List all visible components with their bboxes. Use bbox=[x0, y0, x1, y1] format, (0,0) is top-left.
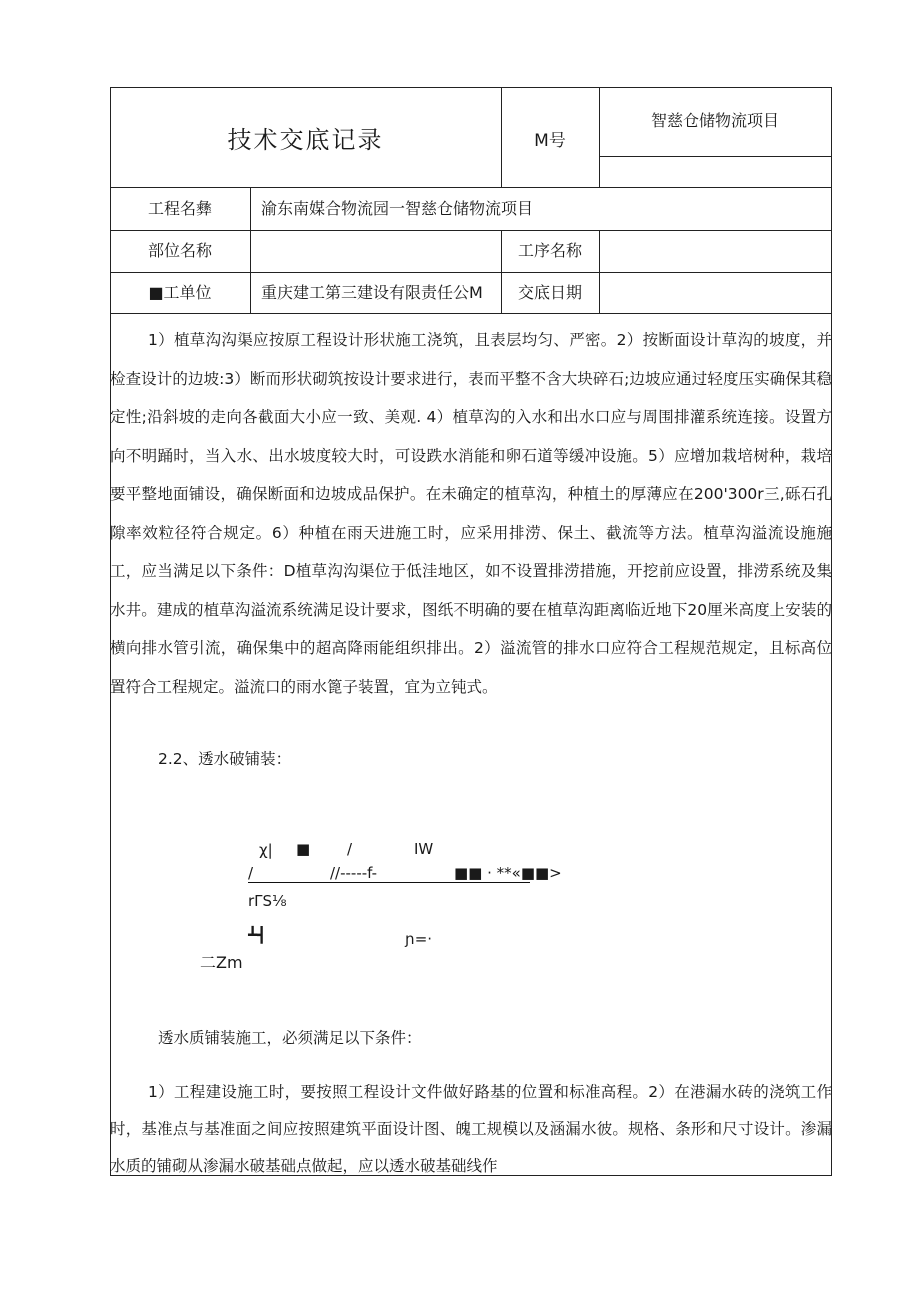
process-divider-right bbox=[599, 230, 600, 314]
number-label: M号 bbox=[534, 131, 566, 151]
sketch-label-1: χ| bbox=[259, 841, 273, 859]
frame-top bbox=[110, 87, 832, 88]
sketch-label-2: ■ bbox=[296, 840, 311, 858]
sketch-label-11: 二Zm bbox=[200, 953, 243, 972]
label-divider bbox=[250, 187, 251, 314]
condition-intro: 透水质铺装施工，必须满足以下条件： bbox=[158, 1029, 422, 1047]
document-title: 技术交底记录 bbox=[227, 126, 384, 154]
unit-value: 重庆建工第三建设有限责任公M bbox=[261, 283, 483, 302]
header-inner-line bbox=[599, 156, 831, 157]
sketch-label-6: //-----f- bbox=[330, 864, 378, 882]
section-heading: 2.2、透水破铺装： bbox=[158, 750, 292, 768]
process-label: 工序名称 bbox=[517, 241, 582, 260]
content-paragraph-2 bbox=[110, 1074, 832, 1185]
sketch-baseline bbox=[248, 882, 530, 883]
sketch-label-5: / bbox=[248, 864, 254, 882]
paragraph-text-2: 1）工程建设施工时，要按照工程设计文件做好路基的位置和标准高程。2）在港漏水砖的浇筑工作时，基准点与基准面之间应按照建筑平面设计图、魄工规模以及涵漏水彼。规格、条形和尺寸设计。渗漏水质的铺砌从渗漏水破基础点做起，应以透水破基础线作 bbox=[110, 1083, 832, 1175]
project-short-name: 智慈仓储物流项目 bbox=[650, 111, 779, 130]
row-line-3 bbox=[110, 272, 832, 273]
row-line-1 bbox=[110, 187, 832, 188]
sketch-label-10: ɲ=· bbox=[405, 930, 433, 948]
date-label: 交底日期 bbox=[517, 283, 582, 302]
unit-label: ■工单位 bbox=[148, 283, 212, 302]
row-line-4 bbox=[110, 313, 832, 314]
sketch-label-4: IW bbox=[414, 840, 434, 858]
part-label: 部位名称 bbox=[147, 241, 212, 260]
sketch-label-8: rΓS⅛ bbox=[248, 892, 287, 910]
header-divider-2 bbox=[599, 87, 600, 187]
sketch-label-7: ■■ · **«■■> bbox=[454, 864, 562, 882]
project-name-value: 渝东南媒合物流园一智慈仓储物流项目 bbox=[261, 199, 534, 218]
sketch-label-9: ┻┫ bbox=[248, 926, 267, 944]
content-paragraph-1 bbox=[110, 321, 832, 706]
row-line-2 bbox=[110, 230, 832, 231]
sketch-label-3: / bbox=[347, 840, 353, 858]
project-name-label: 工程名彝 bbox=[147, 199, 212, 218]
paragraph-text-1: 1）植草沟沟渠应按原工程设计形状施工浇筑，且表层均匀、严密。2）按断面设计草沟的坡度，并检查设计的边坡:3）断而形状砌筑按设计要求进行，表而平整不含大块碎石;边坡应通过轻度压实确保其稳定性;沿斜坡的走向各截面大小应一致、美观. 4）植草沟的入水和出水口应与周围排灌系统连接。设置方向不明踊时，当入水、出水坡度较大时，可设跌水消能和卵石道等缓冲设施。5）应增加栽培树种，栽培要平整地面铺设，确保断面和边坡成品保护。在未确定的植草沟，种植土的厚薄应在200'300r三,砾石孔隙率效粒径符合规定。6）种植在雨天进施工时，应采用排涝、保土、截流等方法。植草沟溢流设施施工，应当满足以下条件：D植草沟沟渠位于低洼地区，如不设置排涝措施，开挖前应设置，排涝系统及集水井。建成的植草沟溢流系统满足设计要求，图纸不明确的要在植草沟距离临近地下20厘米高度上安装的横向排水管引流，确保集中的超高降雨能组织排出。2）溢流管的排水口应符合工程规范规定，且标高位置符合工程规定。溢流口的雨水篦子装置，宜为立钝式。 bbox=[110, 331, 832, 696]
